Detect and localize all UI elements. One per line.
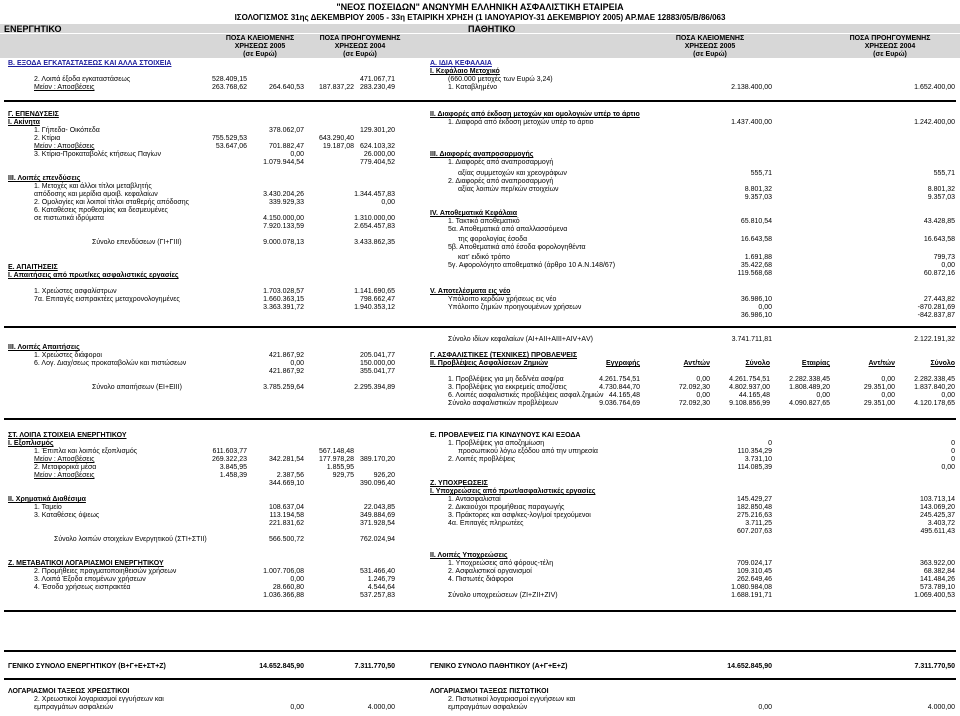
asset-line-value: 611.603,77 (212, 448, 247, 455)
col-head-closing-r: ΠΟΣΑ ΚΛΕΙΟΜΕΝΗΣ (675, 35, 745, 42)
col-head-closing-unit: (σε Ευρώ) (243, 51, 277, 58)
asset-line-value: 22.043,85 (363, 504, 395, 511)
liability-line-label: 1. Καταβλημένο (448, 84, 498, 91)
liability-line-label: Ι. Κεφάλαιο Μετοχικό (430, 68, 500, 75)
liability-line-value: 555,71 (933, 170, 955, 177)
liability-line-label: εμπραγμάτων ασφαλειών (448, 704, 528, 711)
liability-line-value: 709.024,17 (736, 560, 772, 567)
liability-line-value: 141.484,26 (919, 576, 955, 583)
col-head-prior: ΠΟΣΑ ΠΡΟΗΓΟΥΜΕΝΗΣ (319, 35, 401, 42)
liability-line-value: 9.357,03 (927, 194, 955, 201)
asset-line-value: 53.647,06 (215, 143, 247, 150)
col-head-prior-year-r: ΧΡΗΣΕΩΣ 2004 (864, 43, 916, 50)
col-head-prior-r: ΠΟΣΑ ΠΡΟΗΓΟΥΜΕΝΗΣ (849, 35, 931, 42)
column-header-band (0, 34, 960, 58)
asset-line-label: απόδοσης και μερίδια αμοιβ. κεφαλαίων (34, 191, 158, 198)
liability-line-value: 1.691,88 (744, 254, 772, 261)
liability-line-value: 495.611,43 (920, 528, 955, 535)
liability-line-value: 36.986,10 (740, 312, 772, 319)
provision-column-header: Σύνολο (745, 360, 770, 367)
provision-cell: 0,00 (941, 392, 955, 399)
asset-line-value: 3.845,95 (219, 464, 247, 471)
liability-line-value: 4.000,00 (927, 704, 955, 711)
asset-line-label: Ι. Ακίνητα (8, 119, 40, 126)
liability-line-value: 110.354,29 (737, 448, 772, 455)
provision-cell: 1.808.489,20 (789, 384, 830, 391)
liability-line-label: ΙΙΙ. Διαφορές αναπροσαρμογής (430, 151, 534, 158)
liability-line-label: Ζ. ΥΠΟΧΡΕΩΣΕΙΣ (430, 480, 488, 487)
asset-line-label: 1. Ταμείο (34, 504, 62, 511)
asset-line-label: 1. Μετοχές και άλλοι τίτλοι μεταβλητής (34, 183, 152, 190)
asset-line-label: Μείον : Αποσβέσεις (34, 84, 95, 91)
asset-line-label: 3. Λοιπά Έξοδα επομένων χρήσεων (34, 576, 146, 583)
liability-line-value: 0 (768, 440, 772, 447)
liability-line-value: 2.138.400,00 (731, 84, 772, 91)
liability-line-label: αξίας συμμετοχών και χρεογράφων (458, 170, 567, 177)
asset-line-label: 1. Χρεώστες ασφαλίστρων (34, 288, 117, 295)
provision-cell: 72.092,30 (678, 384, 710, 391)
asset-line-value: 779.404,52 (359, 159, 395, 166)
asset-line-value: 1.246,79 (367, 576, 395, 583)
liabilities-title: ΠΑΘΗΤΙΚΟ (468, 24, 516, 34)
section-divider (4, 678, 956, 680)
provision-cell: 0,00 (881, 392, 895, 399)
asset-line-value: 1.141.690,65 (354, 288, 395, 295)
asset-line-value: 113.194,58 (269, 512, 304, 519)
asset-line-value: 537.257,83 (359, 592, 395, 599)
asset-line-label: ΓΕΝΙΚΟ ΣΥΝΟΛΟ ΕΝΕΡΓΗΤΙΚΟΥ (Β+Γ+Ε+ΣΤ+Ζ) (8, 663, 166, 670)
liability-line-value: 3.403,72 (927, 520, 955, 527)
asset-line-value: 187.837,22 (318, 84, 354, 91)
liability-line-value: 799,73 (933, 254, 955, 261)
asset-line-label: 7α. Επιταγές εισπρακτέες μεταχρονολογημένες (34, 296, 180, 303)
liability-line-value: 60.872,16 (923, 270, 955, 277)
liability-line-value: 43.428,85 (923, 218, 955, 225)
liability-line-value: 9.357,03 (744, 194, 772, 201)
liability-line-label: Υπόλοιπο ζημιών προηγουμένων χρήσεων (448, 304, 582, 311)
col-head-closing-year-r: ΧΡΗΣΕΩΣ 2005 (684, 43, 736, 50)
liability-line-label: Σύνολο ασφαλιστικών προβλέψεων (448, 400, 559, 407)
asset-line-value: 755.529,53 (211, 135, 247, 142)
provision-column-header: Εταιρίας (801, 360, 830, 367)
asset-line-value: 624.103,32 (359, 143, 395, 150)
asset-line-label: 1. Χρεώστες διάφοροι (34, 352, 102, 359)
asset-line-label: 6. Καταθέσεις προθεσμίας και δεσμευμένες (34, 207, 168, 214)
asset-line-label: 3. Κτίρια-Προκαταβολές κτήσεως Παγίων (34, 151, 162, 158)
asset-line-value: 471.067,71 (359, 76, 395, 83)
asset-line-label: σε πιστωτικά ιδρύματα (34, 215, 104, 222)
provision-cell: 4.090.827,65 (789, 400, 830, 407)
asset-line-value: 150.000,00 (359, 360, 395, 367)
asset-line-value: 2.654.457,83 (354, 223, 395, 230)
liability-line-value: 0,00 (758, 704, 772, 711)
asset-line-label: ΛΟΓΑΡΙΑΣΜΟΙ ΤΑΞΕΩΣ ΧΡΕΩΣΤΙΚΟΙ (8, 688, 130, 695)
liability-line-value: 2.122.191,32 (914, 336, 955, 343)
liability-line-value: 0,00 (941, 464, 955, 471)
col-head-prior-year: ΧΡΗΣΕΩΣ 2004 (334, 43, 386, 50)
provision-cell: 72.092,30 (678, 400, 710, 407)
asset-line-value: 1.855,95 (326, 464, 354, 471)
provision-cell: 0,00 (696, 392, 710, 399)
asset-line-value: 0,00 (290, 151, 304, 158)
liability-line-label: 5β. Αποθεματικά από έσοδα φορολογηθέντα (448, 244, 586, 251)
provision-cell: 44.165,48 (608, 392, 640, 399)
provision-column-header: Αντ/τών (683, 360, 710, 367)
liability-line-value: 16.643,58 (740, 236, 772, 243)
asset-line-value: 421.867,92 (268, 368, 304, 375)
liability-line-value: 8.801,32 (744, 186, 772, 193)
asset-line-value: 129.301,20 (359, 127, 395, 134)
asset-line-label: Ε. ΑΠΑΙΤΗΣΕΙΣ (8, 264, 58, 271)
asset-line-label: Μείον : Αποσβέσεις (34, 472, 95, 479)
liability-line-value: 182.850,48 (736, 504, 772, 511)
asset-line-value: 528.409,15 (211, 76, 247, 83)
asset-line-value: 3.430.204,26 (263, 191, 304, 198)
col-head-closing: ΠΟΣΑ ΚΛΕΙΟΜΕΝΗΣ (225, 35, 295, 42)
provision-cell: 4.261.754,51 (599, 376, 640, 383)
liability-line-value: 68.382,84 (923, 568, 955, 575)
liability-line-label: Ι. Υποχρεώσεις από πρωτ/ασφαλιστικές εργασίες (430, 488, 596, 495)
asset-line-value: 7.311.770,50 (354, 663, 395, 670)
asset-line-value: 762.024,94 (359, 536, 395, 543)
liability-line-value: 363.922,00 (919, 560, 955, 567)
liability-line-label: 1. Τακτικό αποθεματικό (448, 218, 520, 225)
liability-line-label: Σύνολο ιδίων κεφαλαίων (ΑΙ+ΑΙΙ+ΑΙΙΙ+ΑΙV+ΑV) (448, 336, 593, 343)
asset-line-value: 339.929,33 (268, 199, 304, 206)
liability-line-label: 1. Προβλέψεις για αποζημίωση (448, 440, 545, 447)
liability-line-label: προσωπικού λόγω εξόδου από την υπηρεσία (458, 448, 598, 455)
asset-line-value: 3.363.391,72 (263, 304, 304, 311)
asset-line-value: 205.041,77 (359, 352, 395, 359)
liability-line-value: 275.216,63 (736, 512, 772, 519)
section-divider (4, 610, 956, 612)
asset-line-label: Ι. Απαιτήσεις από πρωτ/κες ασφαλιστικές εργασίες (8, 272, 179, 279)
liability-line-label: ΙΙ. Λοιπές Υποχρεώσεις (430, 552, 508, 559)
liability-line-label: ΓΕΝΙΚΟ ΣΥΝΟΛΟ ΠΑΘΗΤΙΚΟΥ (Α+Γ+Ε+Ζ) (430, 663, 568, 670)
col-head-closing-unit-r: (σε Ευρώ) (693, 51, 727, 58)
provision-column-header: Σύνολο (930, 360, 955, 367)
liability-line-label: 1. Προβλέψεις για μη δεδ/νέα ασφ/ρα (448, 376, 564, 383)
provision-column-header: Εγγραφής (605, 360, 640, 367)
asset-line-label: 1. Γήπεδα- Οικόπεδα (34, 127, 100, 134)
provision-cell: 29.351,00 (863, 400, 895, 407)
assets-title: ΕΝΕΡΓΗΤΙΚΟ (4, 24, 62, 34)
liability-line-label: αξίας λοιπών περ/κών στοιχείων (458, 186, 559, 193)
asset-line-label: ΙΙΙ. Λοιπές Απαιτήσεις (8, 344, 80, 351)
liability-line-label: 6. Λοιπές ασφαλιστικές προβλέψεις ασφαλ.ζημιών (448, 392, 604, 399)
asset-line-value: 14.652.845,90 (259, 663, 304, 670)
provision-cell: 2.282.338,45 (914, 376, 955, 383)
col-head-prior-unit: (σε Ευρώ) (343, 51, 377, 58)
liability-line-label: 2. Λοιπές προβλέψεις (448, 456, 516, 463)
asset-line-value: 0,00 (290, 704, 304, 711)
asset-line-value: 26.000,00 (363, 151, 395, 158)
asset-line-value: 566.500,72 (268, 536, 304, 543)
asset-line-label: Β. ΕΞΟΔΑ ΕΓΚΑΤΑΣΤΑΣΕΩΣ ΚΑΙ ΑΛΛΑ ΣΤΟΙΧΕΙΑ (8, 60, 172, 67)
asset-line-label: εμπραγμάτων ασφαλειών (34, 704, 114, 711)
liability-line-label: Σύνολο υποχρεώσεων (ΖΙ+ΖΙΙ+ΖΙV) (448, 592, 558, 599)
asset-line-label: 2. Κτίρια (34, 135, 61, 142)
provision-cell: 4.730.844,70 (599, 384, 640, 391)
asset-line-value: 4.544,64 (367, 584, 395, 591)
asset-line-label: 2. Μεταφορικά μέσα (34, 464, 97, 471)
liability-line-value: 1.080.984,08 (731, 584, 772, 591)
liability-line-value: 607.207,63 (736, 528, 772, 535)
asset-line-value: 4.150.000,00 (263, 215, 304, 222)
liability-line-label: 3. Πράκτορες και ασφ/κες-λογ/μοί τρεχούμενοι (448, 512, 591, 519)
provision-cell: 0,00 (816, 392, 830, 399)
liability-line-value: 573.789,10 (919, 584, 955, 591)
liability-line-value: 114.085,39 (737, 464, 772, 471)
liability-line-value: 65.810,54 (740, 218, 772, 225)
asset-line-value: 378.062,07 (268, 127, 304, 134)
asset-line-value: 3.785.259,64 (263, 384, 304, 391)
liability-line-label: της φορολογίας έσοδα (458, 236, 528, 243)
asset-line-label: 1. Έπιπλα και λοιπός εξοπλισμός (34, 448, 138, 455)
asset-line-value: 355.041,77 (359, 368, 395, 375)
asset-line-value: 567.148,48 (318, 448, 354, 455)
liability-line-label: 2. Διαφορές από αναπροσαρμογή (448, 178, 554, 185)
asset-line-label: 4. Έσοδα χρήσεως εισπρακτέα (34, 584, 131, 591)
asset-line-value: 264.640,53 (268, 84, 304, 91)
asset-line-label: ΙΙΙ. Λοιπές επενδύσεις (8, 175, 81, 182)
liability-line-value: 27.443,82 (923, 296, 955, 303)
asset-line-value: 7.920.133,59 (263, 223, 304, 230)
liability-line-label: 5α. Αποθεματικά από απαλλασσόμενα (448, 226, 568, 233)
asset-line-label: Μείον : Αποσβέσεις (34, 143, 95, 150)
liability-line-label: ΙΙ. Προβλέψεις Ασφαλίσεων Ζημιών (430, 360, 549, 367)
asset-line-label: 2. Ομολογίες και λοιποί τίτλοι σταθερής απόδοσης (34, 199, 189, 206)
provision-cell: 2.282.338,45 (789, 376, 830, 383)
provision-cell: 4.120.178,65 (914, 400, 955, 407)
liability-line-value: 3.741.711,81 (731, 336, 772, 343)
asset-line-label: Ζ. ΜΕΤΑΒΑΤΙΚΟΙ ΛΟΓΑΡΙΑΣΜΟΙ ΕΝΕΡΓΗΤΙΚΟΥ (8, 560, 164, 567)
liability-line-label: 3. Προβλέψεις για εκκρεμείς αποζ/σεις (448, 384, 567, 391)
asset-line-value: 701.882,47 (268, 143, 304, 150)
liability-line-label: Υπόλοιπο κερδών χρήσεως εις νέο (448, 296, 557, 303)
liability-line-value: 14.652.845,90 (727, 663, 772, 670)
liability-line-label: 1. Διαφορές από αναπροσαρμογή (448, 159, 554, 166)
liability-line-label: 1. Διαφορά από έκδοση μετοχών υπέρ το άρτιο (448, 119, 594, 126)
asset-line-value: 1.007.706,08 (263, 568, 304, 575)
liability-line-label: 2. Πιστωτικοί λογαριασμοί εγγυήσεων και (448, 696, 576, 703)
asset-line-value: 2.387,56 (276, 472, 304, 479)
provision-cell: 0,00 (881, 376, 895, 383)
liability-line-value: 143.069,20 (919, 504, 955, 511)
asset-line-value: 269.322,23 (211, 456, 247, 463)
asset-line-value: 1.703.028,57 (263, 288, 304, 295)
asset-line-value: 177.978,28 (318, 456, 354, 463)
liability-line-label: 2. Δικαιούχοι προμήθειας παραγωγής (448, 504, 565, 511)
liability-line-value: 119.568,68 (737, 270, 772, 277)
provision-cell: 9.108.856,99 (729, 400, 770, 407)
liability-line-value: 0 (951, 456, 955, 463)
liability-line-value: 109.310,45 (736, 568, 772, 575)
liability-line-value: 3.731,10 (744, 456, 772, 463)
asset-line-value: 1.458,39 (219, 472, 247, 479)
provision-cell: 4.261.754,51 (729, 376, 770, 383)
asset-line-value: 4.000,00 (367, 704, 395, 711)
liability-line-label: 2. Ασφαλιστικοί οργανισμοί (448, 568, 532, 575)
liability-line-value: 1.652.400,00 (914, 84, 955, 91)
liability-line-value: 36.986,10 (740, 296, 772, 303)
asset-line-value: 0,00 (290, 360, 304, 367)
liability-line-label: Α. ΙΔΙΑ ΚΕΦΑΛΑΙΑ (430, 60, 492, 67)
liability-line-label: 5γ. Αφορολόγητο αποθεματικό (άρθρο 10 Α.Ν.148/67) (448, 262, 616, 269)
liability-line-value: 7.311.770,50 (914, 663, 955, 670)
asset-line-value: 1.036.366,88 (263, 592, 304, 599)
asset-line-value: 926,20 (373, 472, 395, 479)
liability-line-label: ΛΟΓΑΡΙΑΣΜΟΙ ΤΑΞΕΩΣ ΠΙΣΤΩΤΙΚΟΙ (430, 688, 549, 695)
liability-line-value: 145.429,27 (736, 496, 772, 503)
provision-column-header: Αντ/τών (868, 360, 895, 367)
liability-line-value: 0 (951, 448, 955, 455)
asset-line-value: 421.867,92 (268, 352, 304, 359)
liability-line-value: 1.688.191,71 (731, 592, 772, 599)
provision-cell: 4.802.937,00 (729, 384, 770, 391)
asset-line-value: 531.466,40 (359, 568, 395, 575)
liability-line-value: 0,00 (941, 262, 955, 269)
liability-line-label: 1. Αντασφαλισταί (448, 496, 501, 503)
asset-line-value: 390.096,40 (359, 480, 395, 487)
asset-line-value: 1.660.363,15 (263, 296, 304, 303)
provision-cell: 1.837.840,20 (914, 384, 955, 391)
provision-cell: 29.351,00 (863, 384, 895, 391)
liability-line-value: 1.069.400,53 (914, 592, 955, 599)
liability-line-value: -870.281,69 (917, 304, 955, 311)
provision-cell: 0,00 (696, 376, 710, 383)
liability-line-label: Ε. ΠΡΟΒΛΕΨΕΙΣ ΓΙΑ ΚΙΝΔΥΝΟΥΣ ΚΑΙ ΕΞΟΔΑ (430, 432, 581, 439)
liability-line-value: 1.242.400,00 (914, 119, 955, 126)
liability-line-value: 35.422,68 (740, 262, 772, 269)
asset-line-value: 1.079.944,54 (263, 159, 304, 166)
asset-line-label: Ι. Εξοπλισμός (8, 440, 54, 447)
asset-line-value: 344.669,10 (268, 480, 304, 487)
liability-line-value: 3.711,25 (745, 520, 772, 527)
asset-line-value: 283.230,49 (359, 84, 395, 91)
liability-line-value: 0,00 (758, 304, 772, 311)
asset-line-value: 371.928,54 (359, 520, 395, 527)
asset-line-value: 798.662,47 (359, 296, 395, 303)
liability-line-label: 1. Υποχρεώσεις από φόρους-τέλη (448, 560, 554, 567)
asset-line-value: 1.310.000,00 (354, 215, 395, 222)
asset-line-value: 643.290,40 (318, 135, 354, 142)
asset-line-value: 3.433.862,35 (354, 239, 395, 246)
asset-line-value: 0,00 (290, 576, 304, 583)
asset-line-label: 2. Λοιπά έξοδα εγκαταστάσεως (34, 76, 131, 83)
asset-line-value: 0,00 (381, 199, 395, 206)
asset-line-value: 342.281,54 (268, 456, 304, 463)
liability-line-label: Γ. ΑΣΦΑΛΙΣΤΙΚΕΣ (ΤΕΧΝΙΚΕΣ) ΠΡΟΒΛΕΨΕΙΣ (430, 352, 578, 359)
liability-line-value: 1.437.400,00 (731, 119, 772, 126)
asset-line-value: 19.187,08 (322, 143, 354, 150)
col-head-prior-unit-r: (σε Ευρώ) (873, 51, 907, 58)
liability-line-value: 245.425,37 (919, 512, 955, 519)
asset-line-label: 2. Προμήθειες πραγματοποιηθεισών χρήσεων (34, 568, 177, 575)
section-divider (4, 326, 956, 328)
asset-line-label: Σύνολο επενδύσεων (ΓΙ+ΓΙΙΙ) (92, 239, 182, 246)
liability-line-label: 4. Πιστωτές διάφοροι (448, 576, 514, 583)
liability-line-label: 4α. Επιταγές πληρωτέες (448, 520, 524, 527)
liability-line-label: ΙΙ. Διαφορές από έκδοση μετοχών και ομολογιών υπέρ το άρτιο (430, 111, 640, 118)
asset-line-value: 28.660,80 (272, 584, 304, 591)
asset-line-value: 221.831,62 (268, 520, 304, 527)
asset-line-value: 1.940.353,12 (354, 304, 395, 311)
liability-line-value: 103.713,14 (919, 496, 955, 503)
asset-line-value: 2.295.394,89 (354, 384, 395, 391)
liability-line-label: (660.000 μετοχές των Ευρώ 3,24) (448, 76, 553, 83)
section-divider (4, 100, 956, 102)
provision-cell: 9.036.764,69 (599, 400, 640, 407)
asset-line-value: 389.170,20 (359, 456, 395, 463)
liability-line-value: 16.643,58 (923, 236, 955, 243)
asset-line-value: 929,75 (332, 472, 354, 479)
asset-line-value: 349.884,69 (359, 512, 395, 519)
liability-line-value: 555,71 (750, 170, 772, 177)
liability-line-value: -842.837,87 (917, 312, 955, 319)
asset-line-label: Σύνολο απαιτήσεων (ΕΙ+ΕΙΙΙ) (92, 384, 182, 391)
company-title: "ΝΕΟΣ ΠΟΣΕΙΔΩΝ" ΑΝΩΝΥΜΗ ΕΛΛΗΝΙΚΗ ΑΣΦΑΛΙΣΤΙΚΗ ΕΤΑΙΡΕΙΑ (336, 2, 624, 12)
asset-line-value: 108.637,04 (268, 504, 304, 511)
asset-line-label: 3. Καταθέσεις όψεως (34, 512, 100, 519)
asset-line-value: 263.768,62 (211, 84, 247, 91)
asset-line-label: Σύνολο λοιπών στοιχείων Ενεργητικού (ΣΤΙ+ΣΤΙΙ) (54, 536, 207, 543)
asset-line-label: Μείον : Αποσβέσεις (34, 456, 95, 463)
liability-line-label: V. Αποτελέσματα εις νέο (430, 288, 511, 295)
asset-line-label: ΣΤ. ΛΟΙΠΑ ΣΤΟΙΧΕΙΑ ΕΝΕΡΓΗΤΙΚΟΥ (8, 432, 127, 439)
section-divider (4, 418, 956, 420)
asset-line-label: 2. Χρεωστικοί λογαριασμοί εγγυήσεων και (34, 696, 164, 703)
asset-line-value: 9.000.078,13 (263, 239, 304, 246)
liability-line-value: 262.649,46 (736, 576, 772, 583)
asset-line-value: 1.344.457,83 (354, 191, 395, 198)
col-head-closing-year: ΧΡΗΣΕΩΣ 2005 (234, 43, 286, 50)
asset-line-label: Γ. ΕΠΕΝΔΥΣΕΙΣ (8, 111, 59, 118)
liability-line-value: 8.801,32 (927, 186, 955, 193)
section-divider (4, 650, 956, 652)
asset-line-label: ΙΙ. Χρηματικά Διαθέσιμα (8, 496, 86, 503)
provision-cell: 44.165,48 (738, 392, 770, 399)
liability-line-label: ΙV. Αποθεματικά Κεφάλαια (430, 210, 518, 217)
asset-line-label: 6. Λογ. Διαχ/σεως προκαταβολών και πιστώσεων (34, 360, 187, 367)
liability-line-value: 0 (951, 440, 955, 447)
report-subtitle: ΙΣΟΛΟΓΙΣΜΟΣ 31ης ΔΕΚΕΜΒΡΙΟΥ 2005 - 33η ΕΤΑΙΡΙΚΗ ΧΡΗΣΗ (1 ΙΑΝΟΥΑΡΙΟΥ-31 ΔΕΚΕΜΒΡΙΟΥ 2005) ΑΡ.ΜΑΕ 12883/05/Β/86/063 (234, 13, 726, 22)
liability-line-label: κατ' ειδικό τρόπο (458, 254, 511, 261)
